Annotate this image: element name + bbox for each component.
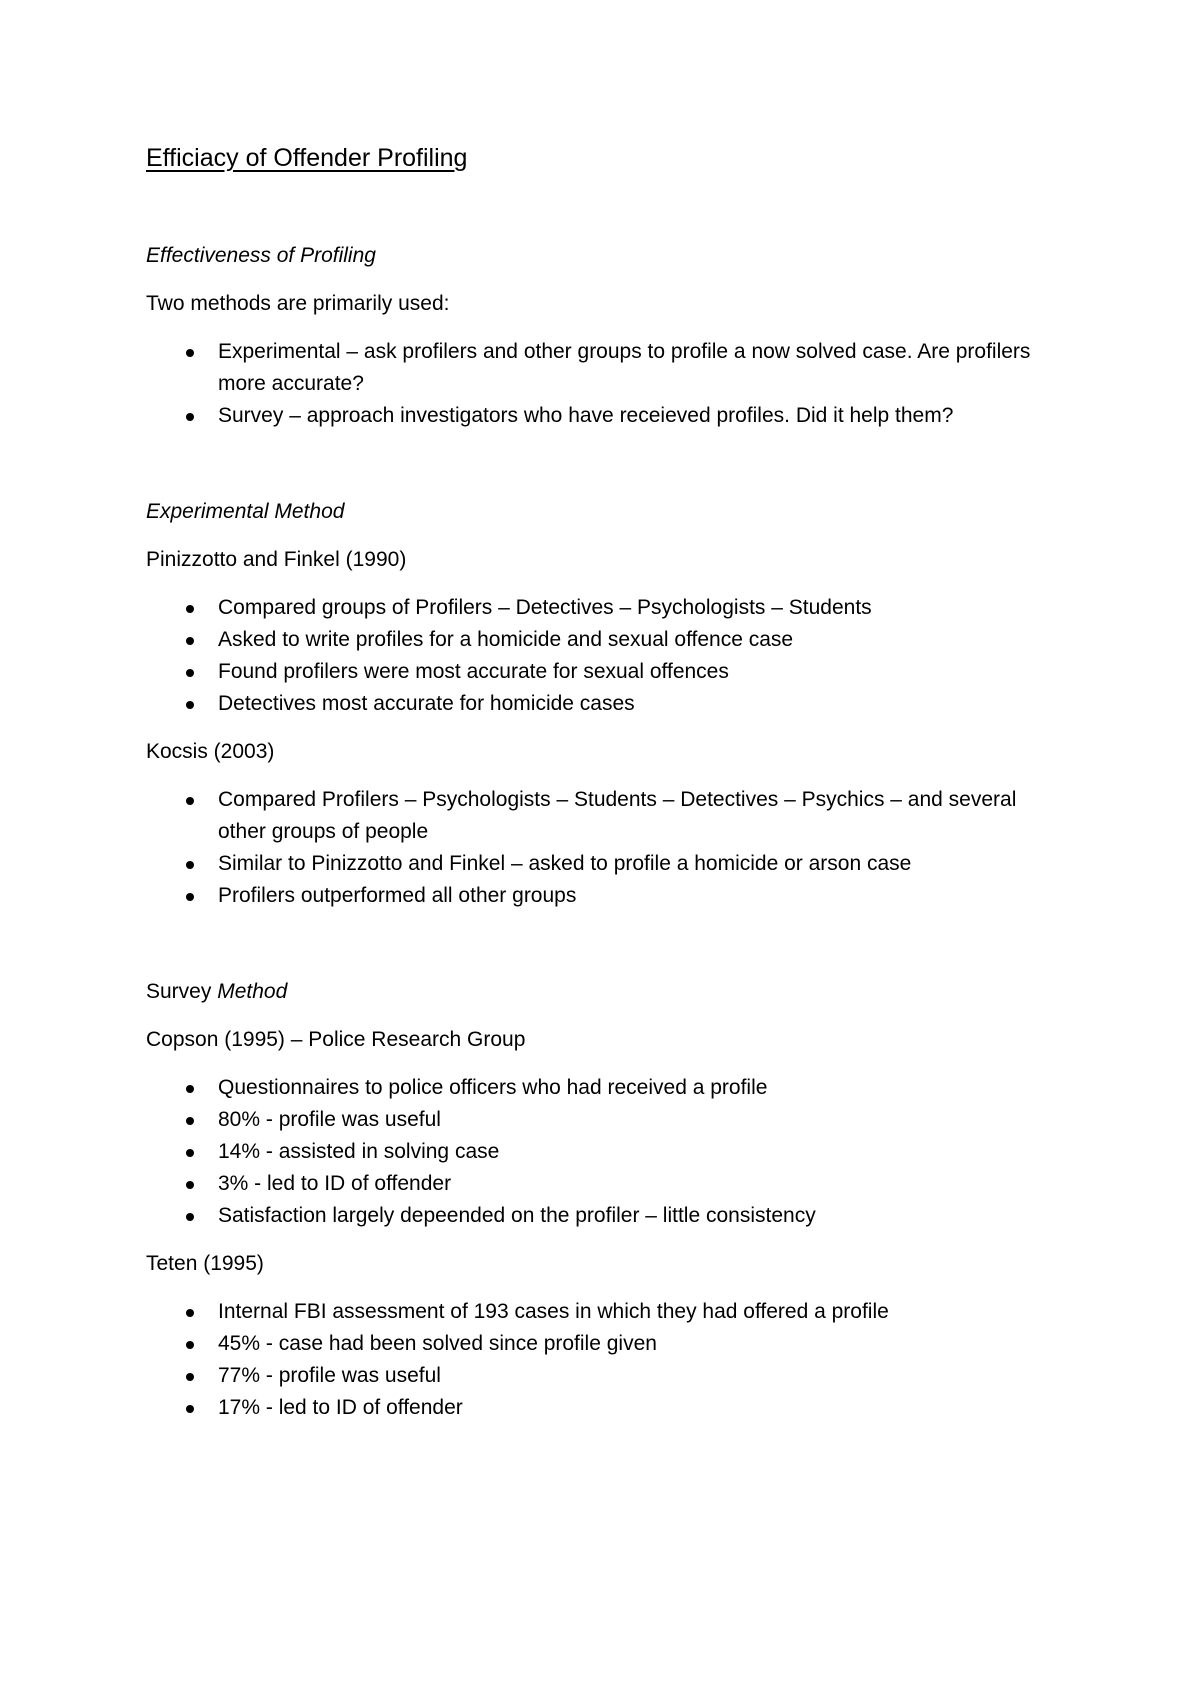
list-item: Similar to Pinizzotto and Finkel – asked to profile a homicide or arson case bbox=[146, 848, 1066, 880]
list-item: Found profilers were most accurate for sexual offences bbox=[146, 656, 1066, 688]
bullet-icon bbox=[186, 797, 194, 805]
list-item: Survey – approach investigators who have receieved profiles. Did it help them? bbox=[146, 400, 1066, 432]
bullet-icon bbox=[186, 1181, 194, 1189]
pinizzotto-bullet-list bbox=[146, 592, 1066, 720]
bullet-icon bbox=[186, 605, 194, 613]
study-title-pinizzotto: Pinizzotto and Finkel (1990) bbox=[146, 548, 407, 571]
study-title-kocsis: Kocsis (2003) bbox=[146, 740, 275, 763]
study-title-copson: Copson (1995) – Police Research Group bbox=[146, 1028, 526, 1051]
document-page bbox=[146, 140, 1066, 1424]
study-title-teten: Teten (1995) bbox=[146, 1252, 264, 1275]
experimental-method-heading: Experimental Method bbox=[146, 500, 345, 523]
list-item: Profilers outperformed all other groups bbox=[146, 880, 1066, 912]
teten-bullet-list bbox=[146, 1296, 1066, 1424]
copson-bullet-list bbox=[146, 1072, 1066, 1232]
list-item: Satisfaction largely depeended on the profiler – little consistency bbox=[146, 1200, 1066, 1232]
bullet-icon bbox=[186, 1405, 194, 1413]
bullet-icon bbox=[186, 1373, 194, 1381]
list-item: Questionnaires to police officers who had received a profile bbox=[146, 1072, 1066, 1104]
list-item: 14% - assisted in solving case bbox=[146, 1136, 1066, 1168]
list-item: Compared groups of Profilers – Detectives – Psychologists – Students bbox=[146, 592, 1066, 624]
list-item: Detectives most accurate for homicide cases bbox=[146, 688, 1066, 720]
bullet-icon bbox=[186, 1213, 194, 1221]
bullet-icon bbox=[186, 413, 194, 421]
bullet-icon bbox=[186, 861, 194, 869]
survey-method-heading: Survey Method bbox=[146, 980, 288, 1003]
bullet-icon bbox=[186, 637, 194, 645]
bullet-icon bbox=[186, 349, 194, 357]
list-item: 45% - case had been solved since profile given bbox=[146, 1328, 1066, 1360]
kocsis-bullet-list bbox=[146, 784, 1066, 912]
bullet-icon bbox=[186, 1341, 194, 1349]
effectiveness-intro: Two methods are primarily used: bbox=[146, 292, 450, 315]
bullet-icon bbox=[186, 701, 194, 709]
list-item: Experimental – ask profilers and other groups to profile a now solved case. Are profilers more accurate? bbox=[146, 336, 1066, 400]
list-item: 17% - led to ID of offender bbox=[146, 1392, 1066, 1424]
bullet-icon bbox=[186, 1117, 194, 1125]
document-title: Efficiacy of Offender Profiling bbox=[146, 144, 468, 172]
bullet-icon bbox=[186, 1085, 194, 1093]
list-item: 3% - led to ID of offender bbox=[146, 1168, 1066, 1200]
list-item: Internal FBI assessment of 193 cases in which they had offered a profile bbox=[146, 1296, 1066, 1328]
effectiveness-bullet-list bbox=[146, 336, 1066, 432]
list-item: 80% - profile was useful bbox=[146, 1104, 1066, 1136]
list-item: 77% - profile was useful bbox=[146, 1360, 1066, 1392]
bullet-icon bbox=[186, 1149, 194, 1157]
list-item: Compared Profilers – Psychologists – Students – Detectives – Psychics – and several other groups of people bbox=[146, 784, 1066, 848]
bullet-icon bbox=[186, 893, 194, 901]
effectiveness-heading: Effectiveness of Profiling bbox=[146, 244, 376, 267]
list-item: Asked to write profiles for a homicide and sexual offence case bbox=[146, 624, 1066, 656]
bullet-icon bbox=[186, 669, 194, 677]
bullet-icon bbox=[186, 1309, 194, 1317]
